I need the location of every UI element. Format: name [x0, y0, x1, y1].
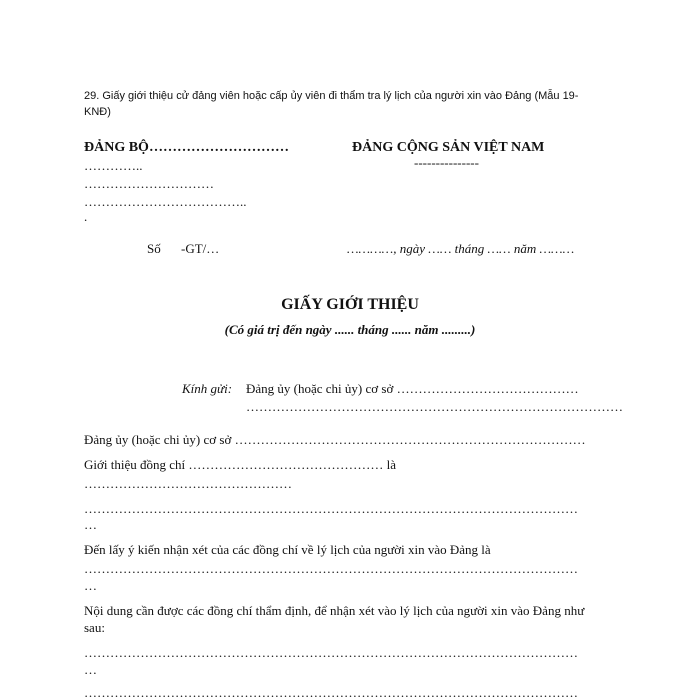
- party-committee-line-3: …………………………: [84, 176, 214, 191]
- body-line-introduce: Giới thiệu đồng chí ……………………………………… là: [84, 457, 396, 472]
- party-name-underline: ---------------: [414, 155, 479, 170]
- recipient-line-1: Đảng ủy (hoặc chi ủy) cơ sở ……………………………………: [246, 381, 579, 396]
- place-date-line: …………, ngày …… tháng …… năm ………: [347, 241, 575, 256]
- party-committee-line-4: ………………………………..: [84, 194, 247, 209]
- body-line-blank-3: ……………………………………………………………………………………………………: [84, 685, 578, 700]
- body-line-content-cont: sau:: [84, 620, 105, 635]
- body-line-purpose-blank: ……………………………………………………………………………………………………: [84, 561, 578, 576]
- validity-line: (Có giá trị đến ngày ...... tháng ...... năm .........): [224, 322, 476, 337]
- body-line-issuer: Đảng ủy (hoặc chi ủy) cơ sở ………………………………………………………………………: [84, 432, 586, 447]
- party-name-heading: ĐẢNG CỘNG SẢN VIỆT NAM: [352, 140, 545, 155]
- body-line-introduce-cont: …………………………………………: [84, 476, 292, 491]
- document-number-value: -GT/…: [181, 241, 220, 256]
- body-line-blank-1-cont: …: [84, 517, 97, 532]
- party-committee-line-2: …………..: [84, 158, 143, 173]
- recipient-line-2: ……………………………………………………………………………: [246, 399, 623, 414]
- recipient-label: Kính gửi:: [182, 381, 233, 396]
- document-number-label: Số: [147, 241, 161, 256]
- body-line-blank-1: ……………………………………………………………………………………………………: [84, 501, 578, 516]
- body-line-content: Nội dung cần được các đồng chí thẩm định, để nhận xét vào lý lịch của người xin vào Đảng như: [84, 603, 585, 618]
- body-line-blank-2: ……………………………………………………………………………………………………: [84, 645, 578, 660]
- body-line-purpose: Đến lấy ý kiến nhận xét của các đồng chí về lý lịch của người xin vào Đảng là: [84, 542, 491, 557]
- party-committee-heading: ĐẢNG BỘ…………………………: [84, 140, 289, 155]
- body-line-purpose-blank-cont: …: [84, 578, 97, 593]
- body-line-blank-2-cont: …: [84, 662, 97, 677]
- form-caption: 29. Giấy giới thiệu cử đảng viên hoặc cấp ủy viên đi thẩm tra lý lịch của người xin vào Đảng (Mẫu 19-KNĐ): [84, 90, 579, 118]
- document-title: GIẤY GIỚI THIỆU: [281, 296, 419, 313]
- party-committee-line-5: .: [84, 209, 88, 224]
